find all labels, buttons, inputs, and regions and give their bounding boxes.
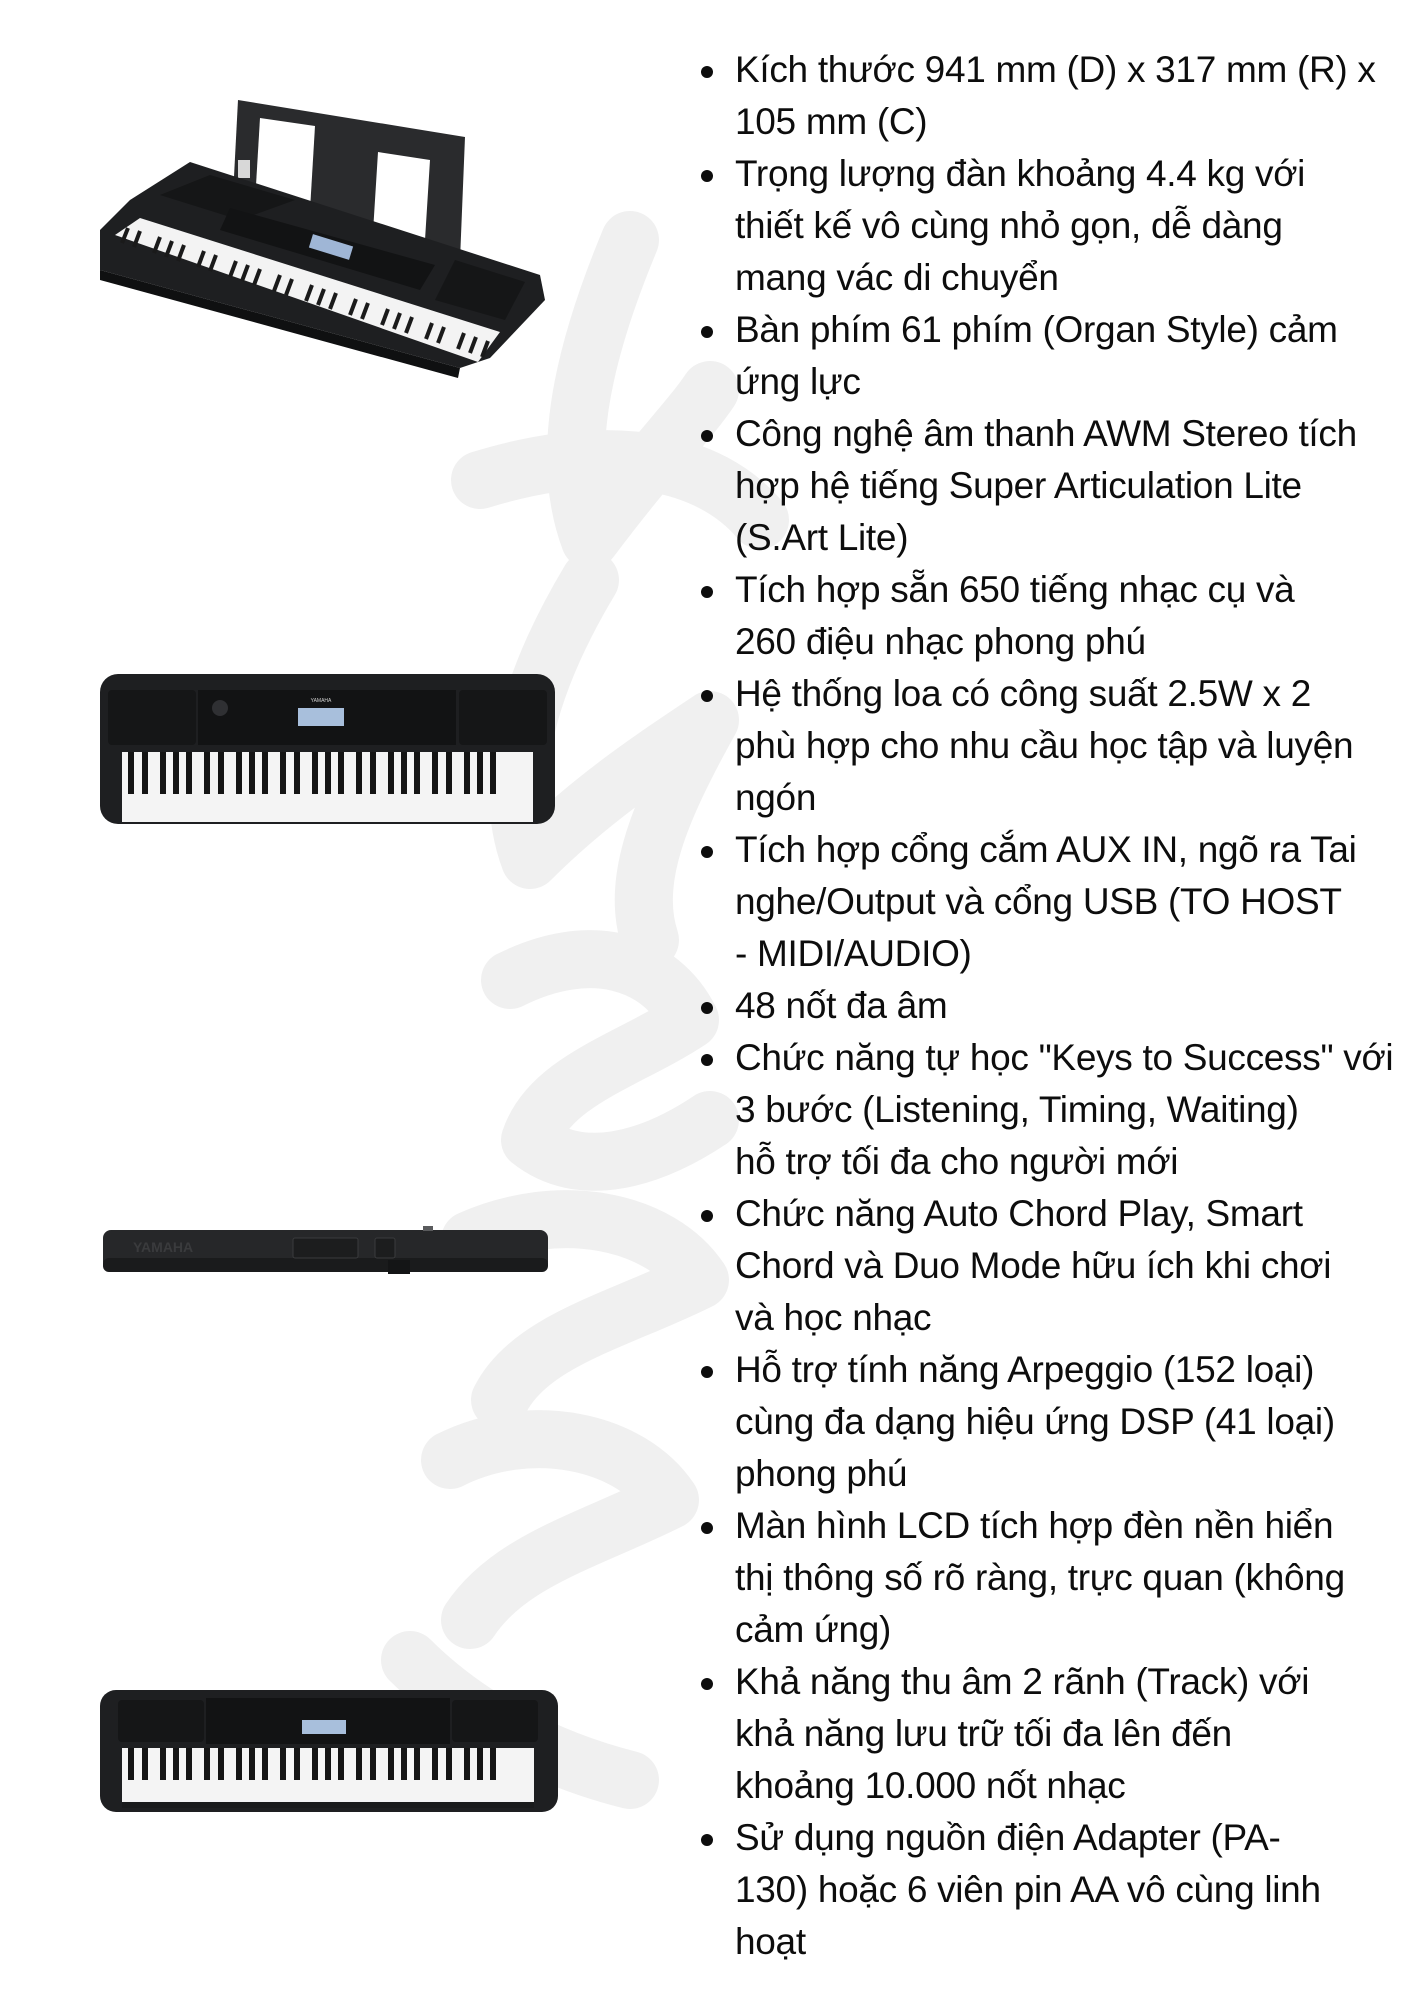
keyboard-rear-image [103, 1222, 548, 1280]
bullet-icon [701, 170, 713, 182]
svg-text:YAMAHA: YAMAHA [310, 698, 332, 704]
spec-text: hoạt [735, 1921, 806, 1962]
spec-text: Bàn phím 61 phím (Organ Style) cảm [735, 309, 1338, 350]
spec-text: phù hợp cho nhu cầu học tập và luyện [735, 725, 1354, 766]
spec-text: (S.Art Lite) [735, 517, 909, 558]
spec-item-weight [695, 148, 1414, 304]
spec-text: 260 điệu nhạc phong phú [735, 621, 1146, 662]
spec-item-sound-technology [695, 408, 1414, 564]
svg-text:YAMAHA: YAMAHA [133, 1239, 194, 1255]
spec-text: thiết kế vô cùng nhỏ gọn, dễ dàng [735, 205, 1283, 246]
bullet-icon [701, 326, 713, 338]
spec-text: ngón [735, 777, 817, 818]
spec-text: Sử dụng nguồn điện Adapter (PA- [735, 1817, 1281, 1858]
bullet-icon [701, 690, 713, 702]
spec-text: hợp hệ tiếng Super Articulation Lite [735, 465, 1302, 506]
spec-text: mang vác di chuyển [735, 257, 1059, 298]
bullet-icon [701, 586, 713, 598]
spec-text: Hỗ trợ tính năng Arpeggio (152 loại) [735, 1349, 1315, 1390]
spec-item-arpeggio-dsp [695, 1344, 1414, 1500]
spec-text: phong phú [735, 1453, 908, 1494]
spec-item-connectivity [695, 824, 1414, 980]
spec-text: khả năng lưu trữ tối đa lên đến [735, 1713, 1232, 1754]
product-image-column [0, 0, 680, 2000]
spec-item-speakers [695, 668, 1414, 824]
spec-text: Kích thước 941 mm (D) x 317 mm (R) x [735, 49, 1376, 90]
spec-item-power [695, 1812, 1414, 1968]
spec-text: cùng đa dạng hiệu ứng DSP (41 loại) [735, 1401, 1335, 1442]
bullet-icon [701, 1210, 713, 1222]
spec-list [695, 44, 1414, 1968]
spec-text: 3 bước (Listening, Timing, Waiting) [735, 1089, 1299, 1130]
bullet-icon [701, 1522, 713, 1534]
spec-text: hỗ trợ tối đa cho người mới [735, 1141, 1179, 1182]
keyboard-angled-image [100, 100, 560, 400]
spec-item-recording [695, 1656, 1414, 1812]
spec-text: 130) hoặc 6 viên pin AA vô cùng linh [735, 1869, 1321, 1910]
bullet-icon [701, 1834, 713, 1846]
spec-text: Tích hợp cổng cắm AUX IN, ngõ ra Tai [735, 829, 1357, 870]
bullet-icon [701, 430, 713, 442]
bullet-icon [701, 1054, 713, 1066]
bullet-icon [701, 1002, 713, 1014]
spec-item-polyphony [695, 980, 1414, 1032]
spec-text: Chord và Duo Mode hữu ích khi chơi [735, 1245, 1332, 1286]
spec-text: Hệ thống loa có công suất 2.5W x 2 [735, 673, 1311, 714]
spec-text: nghe/Output và cổng USB (TO HOST [735, 881, 1342, 922]
spec-item-keys-to-success [695, 1032, 1414, 1188]
bullet-icon [701, 1678, 713, 1690]
spec-item-lcd-display [695, 1500, 1414, 1656]
keyboard-front-image [100, 672, 555, 830]
spec-text: khoảng 10.000 nốt nhạc [735, 1765, 1126, 1806]
bullet-icon [701, 66, 713, 78]
spec-text: 105 mm (C) [735, 101, 928, 142]
spec-text: Công nghệ âm thanh AWM Stereo tích [735, 413, 1357, 454]
spec-item-chord-functions [695, 1188, 1414, 1344]
bullet-icon [701, 846, 713, 858]
spec-text: Chức năng Auto Chord Play, Smart [735, 1193, 1303, 1234]
spec-item-dimensions [695, 44, 1414, 148]
spec-text: Khả năng thu âm 2 rãnh (Track) với [735, 1661, 1310, 1702]
spec-text: Tích hợp sẵn 650 tiếng nhạc cụ và [735, 569, 1295, 610]
keyboard-front-image-2 [100, 1690, 558, 1814]
spec-text: Chức năng tự học "Keys to Success" với [735, 1037, 1394, 1078]
spec-text: Trọng lượng đàn khoảng 4.4 kg với [735, 153, 1306, 194]
spec-text: 48 nốt đa âm [735, 985, 948, 1026]
spec-text: thị thông số rõ ràng, trực quan (không [735, 1557, 1345, 1598]
spec-item-voices-styles [695, 564, 1414, 668]
spec-text: - MIDI/AUDIO) [735, 933, 972, 974]
spec-text: cảm ứng) [735, 1609, 892, 1650]
spec-item-keyboard [695, 304, 1414, 408]
spec-text: và học nhạc [735, 1297, 932, 1338]
bullet-icon [701, 1366, 713, 1378]
spec-text: Màn hình LCD tích hợp đèn nền hiển [735, 1505, 1334, 1546]
spec-text: ứng lực [735, 361, 861, 402]
